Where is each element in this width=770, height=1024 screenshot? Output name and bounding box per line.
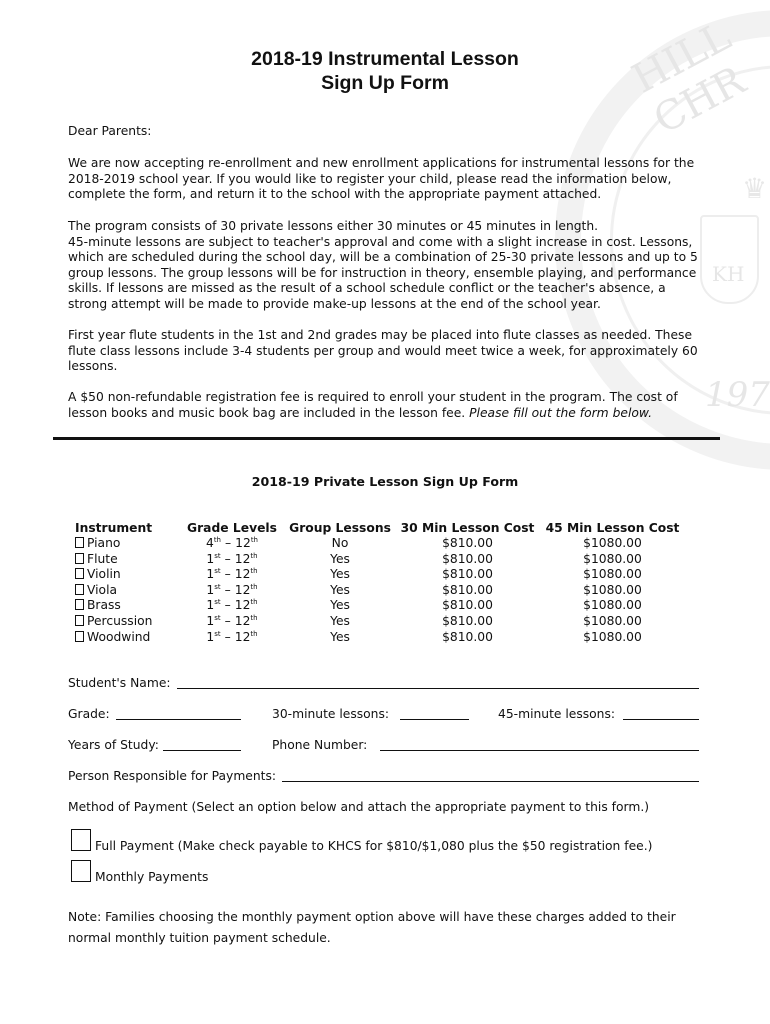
group-lessons-cell: Yes bbox=[330, 613, 350, 628]
cost-45-cell: $1080.00 bbox=[583, 536, 642, 550]
monthly-payments-label: Monthly Payments bbox=[95, 870, 209, 884]
cost-45-cell: $1080.00 bbox=[583, 582, 642, 597]
grade-to-suffix: th bbox=[250, 598, 258, 607]
grade-to-suffix: th bbox=[250, 582, 258, 591]
salutation: Dear Parents: bbox=[68, 124, 152, 138]
instrument-row[interactable] bbox=[75, 614, 185, 630]
lessons-45-label: 45-minute lessons: bbox=[498, 707, 616, 721]
shield-icon bbox=[700, 215, 759, 304]
group-lessons-cell: Yes bbox=[330, 582, 350, 597]
grade-to-suffix: th bbox=[250, 567, 258, 576]
title-line-2: Sign Up Form bbox=[321, 72, 449, 94]
instrument-checkbox[interactable] bbox=[75, 599, 84, 610]
grade-to-suffix: th bbox=[250, 629, 258, 638]
full-payment-label: Full Payment (Make check payable to KHCS for $810/$1,080 plus the $50 registration fee.) bbox=[95, 839, 653, 853]
paragraph-4-text: A $50 non-refundable registration fee is required to enroll your student in the program. The cost of lesson books and music book bag are included in the lesson fee. bbox=[68, 390, 678, 420]
grade-separator: – bbox=[224, 598, 231, 613]
column-header-group-lessons: Group Lessons bbox=[289, 521, 391, 535]
instrument-column bbox=[75, 520, 185, 645]
cost-45-cell: $1080.00 bbox=[583, 551, 642, 566]
full-payment-checkbox[interactable] bbox=[71, 829, 91, 851]
grade-range bbox=[182, 598, 282, 614]
grade-to-suffix: th bbox=[250, 551, 258, 560]
grade-range bbox=[182, 567, 282, 583]
grade-range bbox=[182, 583, 282, 599]
grade-from-suffix: st bbox=[214, 582, 221, 591]
instrument-row[interactable] bbox=[75, 536, 185, 552]
grade-to: 12 bbox=[234, 613, 251, 628]
grade-label: Grade: bbox=[68, 707, 110, 721]
lessons-45-field[interactable] bbox=[623, 719, 699, 720]
phone-number-label: Phone Number: bbox=[272, 738, 368, 752]
instrument-checkbox[interactable] bbox=[75, 584, 84, 595]
instrument-name: Piano bbox=[87, 536, 121, 550]
grade-from-suffix: st bbox=[214, 551, 221, 560]
cost-45-cell: $1080.00 bbox=[583, 598, 642, 613]
cost-30-column bbox=[400, 520, 535, 645]
grade-to: 12 bbox=[234, 567, 251, 582]
instrument-row[interactable] bbox=[75, 567, 185, 583]
grade-separator: – bbox=[224, 551, 231, 566]
grade-separator: – bbox=[224, 613, 231, 628]
cost-30-cell: $810.00 bbox=[442, 536, 493, 550]
instrument-name: Woodwind bbox=[87, 629, 151, 644]
title-line-1: 2018-19 Instrumental Lesson bbox=[251, 48, 519, 70]
grade-range bbox=[182, 536, 282, 552]
column-header-instrument: Instrument bbox=[75, 521, 153, 535]
payment-note: Note: Families choosing the monthly payment option above will have these charges added to their normal monthly tuition payment schedule. bbox=[68, 910, 676, 945]
cost-30-cell: $810.00 bbox=[442, 613, 493, 628]
grade-to: 12 bbox=[234, 598, 251, 613]
grade-range bbox=[182, 614, 282, 630]
grade-from-suffix: st bbox=[214, 567, 221, 576]
instrument-name: Violin bbox=[87, 567, 121, 582]
grade-range bbox=[182, 552, 282, 568]
column-header-30-min-cost: 30 Min Lesson Cost bbox=[400, 521, 535, 535]
grade-field[interactable] bbox=[116, 719, 241, 720]
cost-30-cell: $810.00 bbox=[442, 567, 493, 582]
lessons-30-label: 30-minute lessons: bbox=[272, 707, 390, 721]
section-divider bbox=[53, 437, 720, 440]
payment-method-label: Method of Payment (Select an option below and attach the appropriate payment to this form.) bbox=[68, 800, 650, 814]
seal-monogram: KH bbox=[712, 262, 745, 286]
instrument-checkbox[interactable] bbox=[75, 631, 84, 642]
paragraph-1: We are now accepting re-enrollment and new enrollment applications for instrumental lessons for the 2018-2019 school year. If you would like to register your child, please read the information below, complete the form, and return it to the school with the appropriate payment attached. bbox=[68, 156, 695, 202]
grade-from: 1 bbox=[206, 598, 215, 613]
instrument-name: Flute bbox=[87, 551, 118, 566]
grade-to-suffix: th bbox=[250, 613, 258, 622]
cost-45-cell: $1080.00 bbox=[583, 613, 642, 628]
instrument-checkbox[interactable] bbox=[75, 537, 84, 548]
instrument-name: Viola bbox=[87, 582, 118, 597]
grade-separator: – bbox=[224, 567, 231, 582]
grade-from: 1 bbox=[206, 567, 215, 582]
grade-to: 12 bbox=[234, 582, 251, 597]
grade-to: 12 bbox=[235, 536, 251, 550]
seal-text: HILL CHR bbox=[625, 13, 753, 144]
form-subtitle: 2018-19 Private Lesson Sign Up Form bbox=[251, 474, 519, 489]
student-name-label: Student's Name: bbox=[68, 676, 171, 690]
lessons-30-field[interactable] bbox=[400, 719, 469, 720]
years-of-study-field[interactable] bbox=[163, 750, 241, 751]
cost-45-cell: $1080.00 bbox=[583, 567, 642, 582]
cost-30-cell: $810.00 bbox=[442, 582, 493, 597]
crown-icon: ♛ bbox=[742, 172, 768, 205]
student-name-field[interactable] bbox=[177, 688, 699, 689]
grade-from: 1 bbox=[206, 629, 215, 644]
grade-to: 12 bbox=[234, 629, 251, 644]
cost-30-cell: $810.00 bbox=[442, 598, 493, 613]
group-lessons-cell: Yes bbox=[330, 567, 350, 582]
instrument-checkbox[interactable] bbox=[75, 615, 84, 626]
grade-from-suffix: th bbox=[213, 536, 221, 544]
column-header-grade-levels: Grade Levels bbox=[187, 521, 277, 535]
group-lessons-cell: Yes bbox=[330, 598, 350, 613]
cost-30-cell: $810.00 bbox=[442, 551, 493, 566]
paragraph-2-body: 45-minute lessons are subject to teacher's approval and come with a slight increase in cost. Lessons, which are scheduled during the school day, will be a combination of 25-30 private lessons and up to 5 group lessons. The group lessons will be for instruction in theory, ensemble playing, and performance skills. If lessons are missed as the result of a school schedule conflict or the teacher's absence, a strong attempt will be made to provide make-up lessons at the end of the school year. bbox=[68, 234, 698, 311]
cost-30-cell: $810.00 bbox=[442, 629, 493, 644]
grade-to: 12 bbox=[234, 551, 251, 566]
grade-from: 4 bbox=[205, 536, 214, 550]
grade-separator: – bbox=[225, 536, 232, 550]
cost-45-cell: $1080.00 bbox=[583, 629, 642, 644]
paragraph-4-instruction: Please fill out the form below. bbox=[469, 405, 653, 420]
grade-separator: – bbox=[224, 629, 231, 644]
page-title bbox=[0, 47, 770, 95]
grade-from-suffix: st bbox=[214, 629, 221, 638]
instrument-row[interactable] bbox=[75, 552, 185, 568]
group-lessons-cell: No bbox=[331, 536, 349, 550]
group-lessons-cell: Yes bbox=[330, 629, 350, 644]
paragraph-2-line-1: The program consists of 30 private lessons either 30 minutes or 45 minutes in length. bbox=[68, 219, 599, 233]
group-lessons-cell: Yes bbox=[330, 551, 350, 566]
grade-from-suffix: st bbox=[214, 613, 221, 622]
instrument-row[interactable] bbox=[75, 583, 185, 599]
grade-from: 1 bbox=[206, 551, 215, 566]
instrument-row[interactable] bbox=[75, 630, 185, 646]
seal-year: 197 bbox=[705, 375, 770, 415]
paragraph-3: First year flute students in the 1st and 2nd grades may be placed into flute classes as needed. These flute class lessons include 3-4 students per group and would meet twice a week, for approximately 60 lessons. bbox=[68, 328, 698, 374]
years-of-study-label: Years of Study: bbox=[68, 738, 159, 752]
instrument-checkbox[interactable] bbox=[75, 568, 84, 579]
grade-from-suffix: st bbox=[214, 598, 221, 607]
group-lessons-column bbox=[285, 520, 395, 645]
grade-from: 1 bbox=[206, 582, 215, 597]
grade-levels-column bbox=[182, 520, 282, 645]
payer-field[interactable] bbox=[282, 781, 699, 782]
grade-to-suffix: th bbox=[250, 536, 258, 544]
cost-45-column bbox=[545, 520, 680, 645]
instrument-name: Brass bbox=[87, 598, 121, 613]
phone-number-field[interactable] bbox=[380, 750, 699, 751]
monthly-payments-checkbox[interactable] bbox=[71, 860, 91, 882]
instrument-checkbox[interactable] bbox=[75, 553, 84, 564]
paragraph-4 bbox=[68, 390, 708, 421]
instrument-row[interactable] bbox=[75, 598, 185, 614]
payer-label: Person Responsible for Payments: bbox=[68, 769, 277, 783]
grade-separator: – bbox=[224, 582, 231, 597]
column-header-45-min-cost: 45 Min Lesson Cost bbox=[545, 521, 680, 535]
grade-from: 1 bbox=[206, 613, 215, 628]
instrument-name: Percussion bbox=[87, 613, 153, 628]
paragraph-2 bbox=[68, 219, 708, 313]
grade-range bbox=[182, 630, 282, 646]
